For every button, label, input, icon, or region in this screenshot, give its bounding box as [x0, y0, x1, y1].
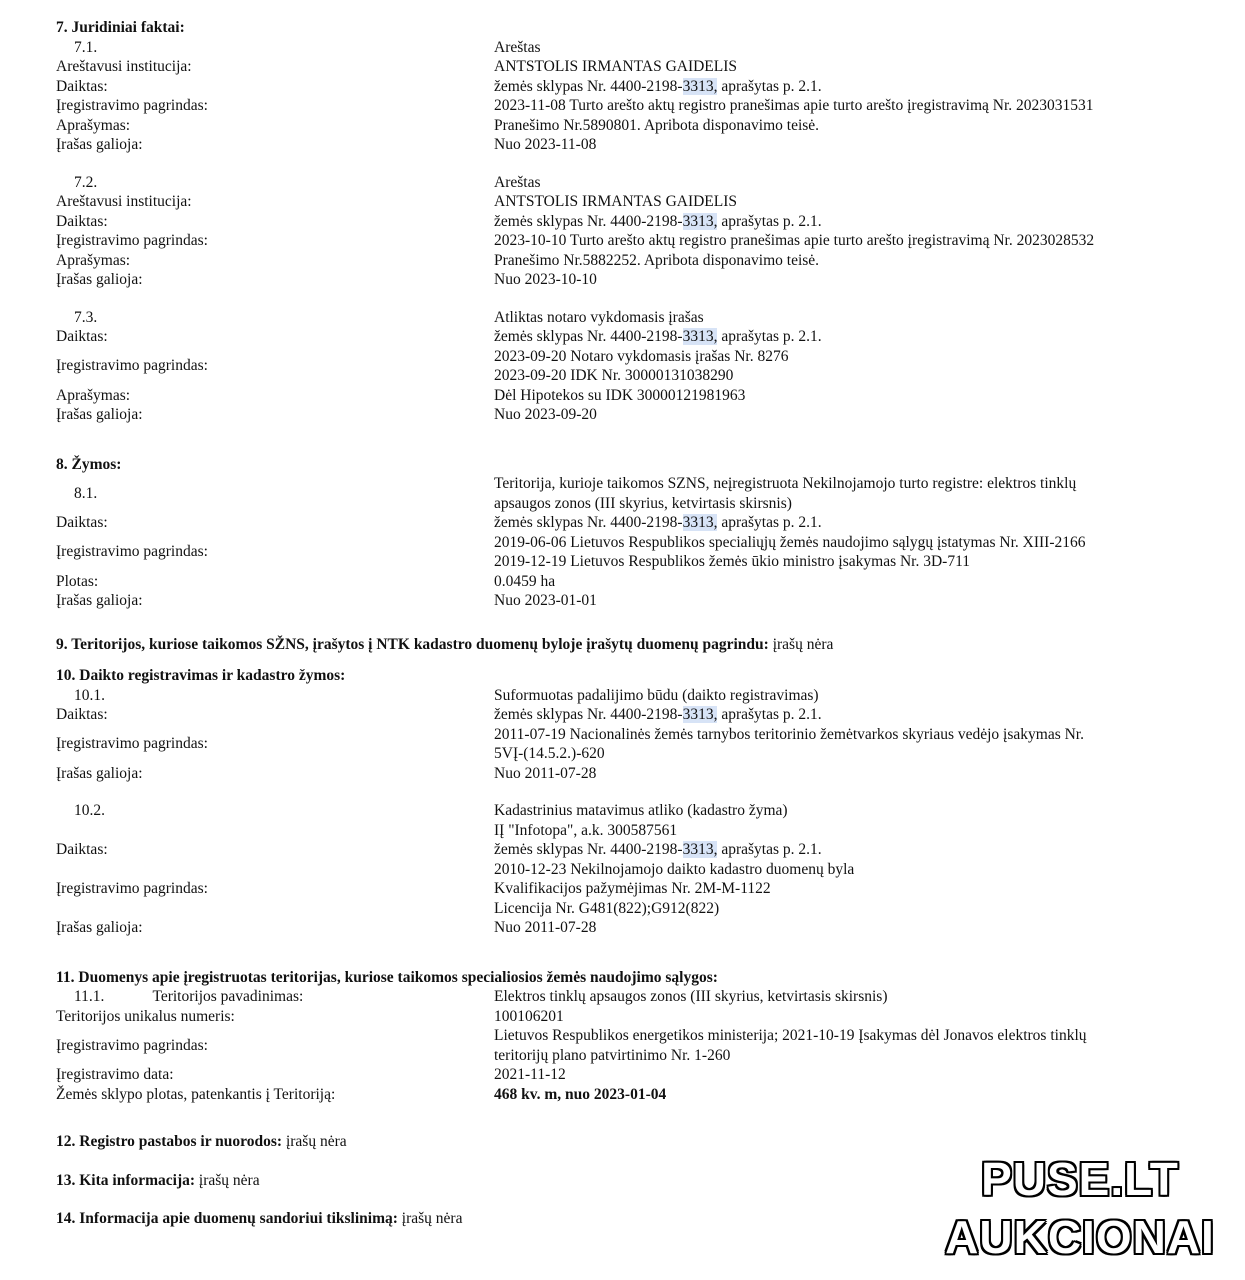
description-label: Aprašymas: [56, 116, 131, 134]
description-label: Aprašymas: [56, 251, 131, 269]
item-text: žemės sklypas Nr. 4400-2198- [494, 706, 683, 723]
registration-date-value: 2021-11-12 [494, 1066, 566, 1083]
basis-line: 2011-07-19 Nacionalinės žemės tarnybos teritorinio žemėtvarkos skyriaus vedėjo įsakymas Nr. [494, 725, 1084, 743]
entry-number: 7.3. [74, 308, 98, 326]
description-value: Dėl Hipotekos su IDK 30000121981963 [494, 386, 746, 404]
territory-name-label: Teritorijos pavadinimas: [152, 988, 304, 1005]
empty-label [56, 821, 494, 841]
item-text: žemės sklypas Nr. 4400-2198- [494, 841, 683, 858]
basis-line: 2019-12-19 Lietuvos Respublikos žemės ūkio ministro įsakymas Nr. 3D-711 [494, 553, 971, 570]
item-value [494, 327, 1206, 347]
basis-value [494, 347, 1206, 386]
institution-label: Areštavusi institucija: [56, 193, 192, 210]
entry-type: Areštas [494, 173, 541, 191]
entry-type-line: Teritorija, kurioje taikomos SZNS, neįregistruota Nekilnojamojo turto registre: elektros tinklų [494, 475, 1077, 492]
item-label: Daiktas: [56, 328, 108, 345]
item-text-end: aprašytas p. 2.1. [717, 212, 822, 230]
basis-label: Įregistravimo pagrindas: [56, 543, 208, 561]
entry-number: 11.1. [74, 988, 105, 1005]
section-9-heading [56, 635, 1206, 655]
valid-label: Įrašas galioja: [56, 406, 143, 423]
valid-label: Įrašas galioja: [56, 592, 143, 609]
basis-label: Įregistravimo pagrindas: [56, 735, 208, 753]
item-highlight: 3313, [682, 328, 718, 345]
valid-label: Įrašas galioja: [56, 919, 143, 936]
item-label: Daiktas: [56, 514, 108, 531]
valid-value: Nuo 2023-10-10 [494, 271, 597, 288]
section-14-value: įrašų nėra [397, 1210, 463, 1227]
item-text-end: aprašytas p. 2.1. [717, 841, 822, 858]
valid-label: Įrašas galioja: [56, 136, 143, 153]
entry-7-3 [56, 308, 1206, 425]
plot-area-value: 468 kv. m, nuo 2023-01-04 [494, 1085, 667, 1103]
basis-value [494, 725, 1206, 764]
entry-7-1 [56, 38, 1206, 155]
valid-value: Nuo 2011-07-28 [494, 919, 597, 936]
item-label: Daiktas: [56, 212, 108, 230]
section-7-heading: 7. Juridiniai faktai: [56, 19, 185, 36]
entry-10-2 [56, 801, 1206, 938]
entry-11-1 [56, 987, 1206, 1104]
entry-type [494, 474, 1206, 513]
basis-label: Įregistravimo pagrindas: [56, 97, 208, 114]
valid-label: Įrašas galioja: [56, 764, 143, 782]
plot-area-label: Žemės sklypo plotas, patenkantis į Teritoriją: [56, 1085, 336, 1103]
section-12-title: 12. Registro pastabos ir nuorodos: [56, 1133, 283, 1150]
entry-number: 10.2. [74, 802, 105, 819]
item-highlight: 3313, [682, 77, 718, 95]
item-value [494, 212, 1206, 232]
basis-line: Kvalifikacijos pažymėjimas Nr. 2M-M-1122 [494, 880, 771, 897]
basis-line: teritorijų plano patvirtinimo Nr. 1-260 [494, 1046, 731, 1064]
basis-label: Įregistravimo pagrindas: [56, 232, 208, 249]
basis-label: Įregistravimo pagrindas: [56, 357, 208, 375]
institution-value: ANTSTOLIS IRMANTAS GAIDELIS [494, 58, 738, 75]
section-12-heading [56, 1132, 1206, 1152]
basis-value: 2023-11-08 Turto arešto aktų registro pranešimas apie turto arešto įregistravimą Nr. 2023031531 [494, 97, 1094, 114]
basis-line: 2019-06-06 Lietuvos Respublikos specialiųjų žemės naudojimo sąlygų įstatymas Nr. XIII-2166 [494, 533, 1086, 551]
valid-value: Nuo 2023-01-01 [494, 592, 597, 609]
valid-label: Įrašas galioja: [56, 271, 143, 288]
basis-line: Licencija Nr. G481(822);G912(822) [494, 899, 720, 917]
description-value: Pranešimo Nr.5890801. Apribota disponavimo teisė. [494, 116, 820, 134]
item-label: Daiktas: [56, 77, 108, 95]
valid-value: Nuo 2011-07-28 [494, 764, 597, 782]
item-text-end: aprašytas p. 2.1. [717, 514, 822, 531]
registry-document [56, 18, 1206, 1229]
item-label: Daiktas: [56, 706, 108, 723]
area-value: 0.0459 ha [494, 572, 556, 590]
entry-type-line: IĮ "Infotopa", a.k. 300587561 [494, 821, 678, 839]
basis-line: Lietuvos Respublikos energetikos ministerija; 2021-10-19 Įsakymas dėl Jonavos elektros tinklų [494, 1027, 1087, 1044]
entry-type-line: Kadastrinius matavimus atliko (kadastro žyma) [494, 802, 788, 819]
basis-label: Įregistravimo pagrindas: [56, 880, 208, 897]
item-value [494, 705, 1206, 725]
entry-type-line: apsaugos zonos (III skyrius, ketvirtasis skirsnis) [494, 494, 792, 512]
entry-type: Atliktas notaro vykdomasis įrašas [494, 308, 704, 326]
item-highlight: 3313, [682, 706, 718, 723]
basis-label: Įregistravimo pagrindas: [56, 1036, 208, 1054]
entry-type: Areštas [494, 38, 541, 56]
basis-value [494, 533, 1206, 572]
entry-type: Suformuotas padalijimo būdu (daikto registravimas) [494, 686, 819, 704]
entry-number-cell [56, 987, 494, 1007]
item-highlight: 3313, [682, 212, 718, 230]
item-text-end: aprašytas p. 2.1. [717, 706, 822, 723]
entry-number: 8.1. [74, 484, 98, 502]
section-9-value: įrašų nėra [768, 635, 834, 653]
item-text: žemės sklypas Nr. 4400-2198- [494, 212, 683, 230]
section-9-title: 9. Teritorijos, kuriose taikomos SŽNS, įrašytos į NTK kadastro duomenų byloje įrašytų duomenų pagrindu: [56, 635, 769, 653]
basis-value [494, 860, 1206, 919]
item-text-end: aprašytas p. 2.1. [717, 328, 822, 345]
section-13-title: 13. Kita informacija: [56, 1171, 196, 1189]
entry-8-1 [56, 474, 1206, 611]
item-highlight: 3313, [682, 514, 718, 531]
territory-id-label: Teritorijos unikalus numeris: [56, 1007, 235, 1025]
section-12-value: įrašų nėra [282, 1133, 347, 1150]
valid-value: Nuo 2023-11-08 [494, 136, 597, 153]
watermark-line-2: AUKCIONAI [945, 1211, 1215, 1263]
basis-value [494, 1026, 1206, 1065]
item-text: žemės sklypas Nr. 4400-2198- [494, 77, 683, 95]
item-value [494, 513, 1206, 533]
registration-date-label: Įregistravimo data: [56, 1066, 174, 1083]
entry-number: 10.1. [74, 686, 105, 704]
section-10-heading: 10. Daikto registravimas ir kadastro žymos: [56, 667, 346, 684]
section-14-title: 14. Informacija apie duomenų sandoriui tikslinimą: [56, 1210, 398, 1227]
basis-value: 2023-10-10 Turto arešto aktų registro pranešimas apie turto arešto įregistravimą Nr. 2023028532 [494, 232, 1095, 249]
item-value [494, 840, 1206, 860]
valid-value: Nuo 2023-09-20 [494, 406, 597, 423]
entry-number: 7.2. [74, 173, 98, 191]
section-13-value: įrašų nėra [195, 1171, 260, 1189]
item-value [494, 77, 1206, 97]
basis-line: 2023-09-20 IDK Nr. 30000131038290 [494, 367, 734, 384]
description-label: Aprašymas: [56, 386, 131, 404]
area-label: Plotas: [56, 572, 99, 590]
item-text: žemės sklypas Nr. 4400-2198- [494, 328, 683, 345]
item-label: Daiktas: [56, 841, 108, 858]
watermark-line-1: PUSE.LT [981, 1153, 1179, 1205]
institution-label: Areštavusi institucija: [56, 58, 192, 75]
section-11-heading: 11. Duomenys apie įregistruotas teritorijas, kuriose taikomos specialiosios žemės naudojimo sąlygos: [56, 968, 718, 986]
item-text-end: aprašytas p. 2.1. [717, 77, 822, 95]
entry-number: 7.1. [74, 38, 98, 56]
basis-line: 2023-09-20 Notaro vykdomasis įrašas Nr. 8276 [494, 347, 789, 365]
entry-7-2 [56, 173, 1206, 290]
entry-10-1 [56, 686, 1206, 784]
institution-value: ANTSTOLIS IRMANTAS GAIDELIS [494, 193, 738, 210]
item-text: žemės sklypas Nr. 4400-2198- [494, 514, 683, 531]
basis-line: 2010-12-23 Nekilnojamojo daikto kadastro duomenų byla [494, 860, 855, 878]
basis-line: 5VĮ-(14.5.2.)-620 [494, 745, 605, 762]
territory-id-value: 100106201 [494, 1007, 564, 1025]
section-8-heading: 8. Žymos: [56, 455, 122, 473]
item-highlight: 3313, [682, 841, 718, 858]
watermark [945, 1150, 1215, 1266]
description-value: Pranešimo Nr.5882252. Apribota disponavimo teisė. [494, 251, 820, 269]
territory-name-value: Elektros tinklų apsaugos zonos (III skyrius, ketvirtasis skirsnis) [494, 988, 888, 1005]
